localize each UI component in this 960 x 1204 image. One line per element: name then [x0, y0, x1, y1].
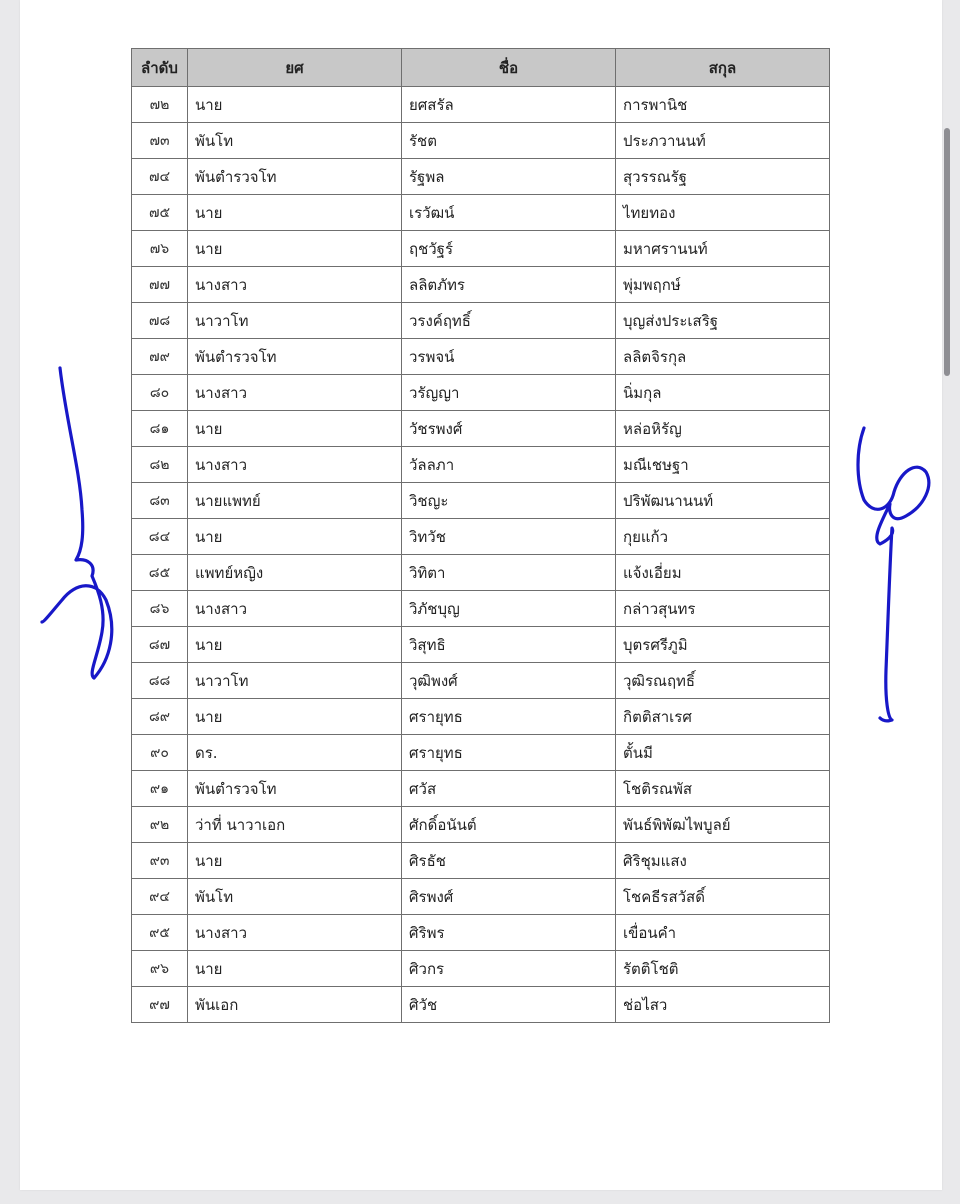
row-number: ๗๔	[132, 159, 188, 195]
row-rank: นางสาว	[188, 915, 402, 951]
row-rank: นาย	[188, 519, 402, 555]
row-name: วิชญะ	[402, 483, 616, 519]
row-number: ๘๙	[132, 699, 188, 735]
row-name: ศิรพงศ์	[402, 879, 616, 915]
row-name: วิทวัช	[402, 519, 616, 555]
table-row	[132, 735, 830, 771]
row-name: รัชต	[402, 123, 616, 159]
row-rank: นาย	[188, 411, 402, 447]
row-name: ศรายุทธ	[402, 699, 616, 735]
row-rank: พันโท	[188, 879, 402, 915]
row-rank: พันตำรวจโท	[188, 771, 402, 807]
row-name: วรงค์ฤทธิ์	[402, 303, 616, 339]
signature-right	[850, 420, 940, 730]
row-number: ๙๓	[132, 843, 188, 879]
row-rank: นาวาโท	[188, 303, 402, 339]
row-name: วิสุทธิ	[402, 627, 616, 663]
table-row	[132, 339, 830, 375]
row-number: ๗๙	[132, 339, 188, 375]
row-rank: พันตำรวจโท	[188, 339, 402, 375]
row-surname: ช่อไสว	[616, 987, 830, 1023]
row-surname: พุ่มพฤกษ์	[616, 267, 830, 303]
table-row	[132, 267, 830, 303]
row-name: ศิรธัช	[402, 843, 616, 879]
row-rank: พันโท	[188, 123, 402, 159]
row-name: วุฒิพงศ์	[402, 663, 616, 699]
table-row	[132, 627, 830, 663]
table-row	[132, 807, 830, 843]
row-surname: ไทยทอง	[616, 195, 830, 231]
row-surname: มหาศรานนท์	[616, 231, 830, 267]
row-rank: พันเอก	[188, 987, 402, 1023]
row-rank: ว่าที่ นาวาเอก	[188, 807, 402, 843]
row-surname: รัตติโชติ	[616, 951, 830, 987]
table-row	[132, 447, 830, 483]
row-rank: แพทย์หญิง	[188, 555, 402, 591]
table-body	[132, 87, 830, 1023]
row-number: ๗๒	[132, 87, 188, 123]
table-row	[132, 159, 830, 195]
row-number: ๙๕	[132, 915, 188, 951]
row-number: ๘๐	[132, 375, 188, 411]
row-name: วรัญญา	[402, 375, 616, 411]
row-number: ๙๗	[132, 987, 188, 1023]
row-surname: เขื่อนคำ	[616, 915, 830, 951]
row-surname: โชติรณพัส	[616, 771, 830, 807]
signature-left-stroke	[42, 368, 112, 678]
row-rank: นาย	[188, 843, 402, 879]
table-row	[132, 987, 830, 1023]
row-name: ศิริพร	[402, 915, 616, 951]
row-rank: นาย	[188, 231, 402, 267]
row-name: ศักดิ์อนันต์	[402, 807, 616, 843]
row-number: ๙๔	[132, 879, 188, 915]
row-surname: สุวรรณรัฐ	[616, 159, 830, 195]
table-row	[132, 195, 830, 231]
row-number: ๗๖	[132, 231, 188, 267]
signature-left	[36, 360, 126, 690]
row-name: รัฐพล	[402, 159, 616, 195]
table-row	[132, 843, 830, 879]
row-surname: กล่าวสุนทร	[616, 591, 830, 627]
header-rank: ยศ	[188, 49, 402, 87]
table-row	[132, 699, 830, 735]
row-name: ศิวกร	[402, 951, 616, 987]
row-surname: การพานิช	[616, 87, 830, 123]
row-name: ฤชวัฐร์	[402, 231, 616, 267]
row-surname: หล่อหิรัญ	[616, 411, 830, 447]
row-number: ๘๖	[132, 591, 188, 627]
row-rank: นาย	[188, 195, 402, 231]
table-row	[132, 915, 830, 951]
row-rank: นางสาว	[188, 447, 402, 483]
row-name: วิภัชบุญ	[402, 591, 616, 627]
row-rank: นาวาโท	[188, 663, 402, 699]
row-surname: พันธ์พิพัฒไพบูลย์	[616, 807, 830, 843]
row-number: ๗๕	[132, 195, 188, 231]
row-surname: โชคธีรสวัสดิ์	[616, 879, 830, 915]
signature-right-stroke	[858, 428, 929, 721]
row-number: ๙๐	[132, 735, 188, 771]
row-rank: นาย	[188, 699, 402, 735]
table-row	[132, 303, 830, 339]
row-surname: ประภวานนท์	[616, 123, 830, 159]
table-row	[132, 231, 830, 267]
row-name: ศรายุทธ	[402, 735, 616, 771]
row-rank: นางสาว	[188, 375, 402, 411]
row-number: ๗๘	[132, 303, 188, 339]
row-surname: ปริพัฒนานนท์	[616, 483, 830, 519]
row-rank: นาย	[188, 951, 402, 987]
row-surname: แจ้งเอี่ยม	[616, 555, 830, 591]
table-row	[132, 411, 830, 447]
row-number: ๘๗	[132, 627, 188, 663]
row-name: ยศสรัล	[402, 87, 616, 123]
row-number: ๙๑	[132, 771, 188, 807]
row-number: ๗๓	[132, 123, 188, 159]
header-name: ชื่อ	[402, 49, 616, 87]
row-rank: ดร.	[188, 735, 402, 771]
header-order: ลำดับ	[132, 49, 188, 87]
table-row	[132, 87, 830, 123]
row-rank: นาย	[188, 627, 402, 663]
row-name: วิทิตา	[402, 555, 616, 591]
header-surname: สกุล	[616, 49, 830, 87]
row-number: ๘๓	[132, 483, 188, 519]
row-surname: กุยแก้ว	[616, 519, 830, 555]
table-row	[132, 375, 830, 411]
row-number: ๘๕	[132, 555, 188, 591]
table-row	[132, 519, 830, 555]
table-row	[132, 879, 830, 915]
row-number: ๘๔	[132, 519, 188, 555]
table-row	[132, 555, 830, 591]
row-surname: วุฒิรณฤทธิ์	[616, 663, 830, 699]
row-name: ศวัส	[402, 771, 616, 807]
row-number: ๗๗	[132, 267, 188, 303]
row-rank: นาย	[188, 87, 402, 123]
vertical-scrollbar[interactable]	[944, 128, 950, 376]
row-surname: ตั้นมี	[616, 735, 830, 771]
row-surname: นิ่มกุล	[616, 375, 830, 411]
row-number: ๙๖	[132, 951, 188, 987]
roster-table	[131, 48, 830, 1023]
row-name: ลลิตภัทร	[402, 267, 616, 303]
row-name: วัลลภา	[402, 447, 616, 483]
table-row	[132, 483, 830, 519]
row-surname: บุญส่งประเสริฐ	[616, 303, 830, 339]
table-row	[132, 591, 830, 627]
row-surname: ลลิตจิรกุล	[616, 339, 830, 375]
table-row	[132, 771, 830, 807]
row-surname: ศิริชุมแสง	[616, 843, 830, 879]
row-rank: นายแพทย์	[188, 483, 402, 519]
row-rank: นางสาว	[188, 591, 402, 627]
row-surname: มณีเชษฐา	[616, 447, 830, 483]
row-surname: กิตติสาเรศ	[616, 699, 830, 735]
table-row	[132, 951, 830, 987]
row-name: วัชรพงศ์	[402, 411, 616, 447]
row-number: ๘๘	[132, 663, 188, 699]
row-number: ๘๑	[132, 411, 188, 447]
row-name: ศิวัช	[402, 987, 616, 1023]
row-rank: นางสาว	[188, 267, 402, 303]
table-row	[132, 663, 830, 699]
row-number: ๙๒	[132, 807, 188, 843]
table-header-row	[132, 49, 830, 87]
row-name: วรพจน์	[402, 339, 616, 375]
row-number: ๘๒	[132, 447, 188, 483]
row-name: เรวัฒน์	[402, 195, 616, 231]
table-row	[132, 123, 830, 159]
row-surname: บุตรศรีภูมิ	[616, 627, 830, 663]
row-rank: พันตำรวจโท	[188, 159, 402, 195]
